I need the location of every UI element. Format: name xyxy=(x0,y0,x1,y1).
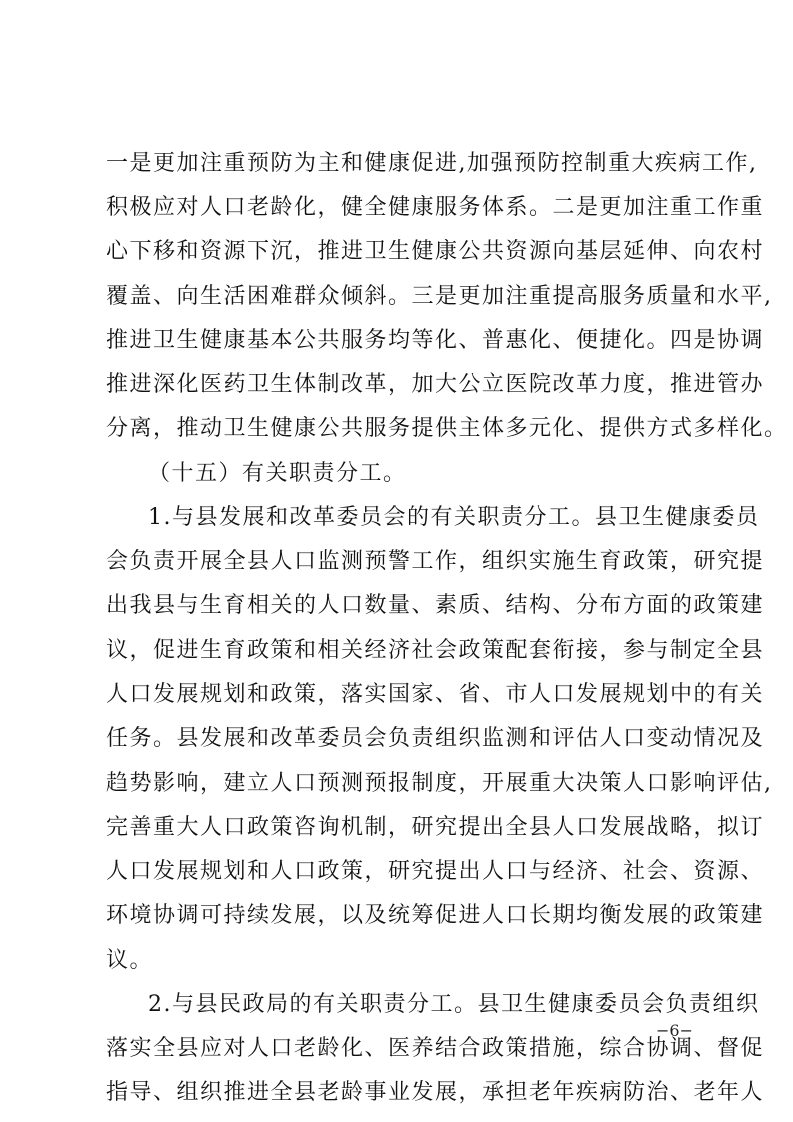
paragraph-1-line-3: 出我县与生育相关的人口数量、素质、结构、分布方面的政策建 xyxy=(106,593,765,618)
paragraph-1-line-4: 议，促进生育政策和相关经济社会政策配套衔接，参与制定全县 xyxy=(106,638,765,663)
paragraph-2-line-2: 落实全县应对人口老龄化、医养结合政策措施，综合协调、督促 xyxy=(106,1036,765,1061)
paragraph-1-line-9: 人口发展规划和人口政策，研究提出人口与经济、社会、资源、 xyxy=(106,859,765,884)
page-number: −6− xyxy=(656,1021,693,1040)
text-line-4: 覆盖、向生活困难群众倾斜。三是更加注重提高服务质量和水平, xyxy=(106,284,773,309)
text-line-6: 推进深化医药卫生体制改革，加大公立医院改革力度，推进管办 xyxy=(106,372,765,397)
paragraph-2-line-1: 2.与县民政局的有关职责分工。县卫生健康委员会负责组织 xyxy=(148,992,760,1017)
paragraph-1-line-1: 1.与县发展和改革委员会的有关职责分工。县卫生健康委员 xyxy=(148,505,760,530)
text-line-2: 积极应对人口老龄化，健全健康服务体系。二是更加注重工作重 xyxy=(106,195,765,220)
text-line-1: 一是更加注重预防为主和健康促进,加强预防控制重大疾病工作, xyxy=(106,151,758,176)
section-heading: （十五）有关职责分工。 xyxy=(148,461,407,486)
paragraph-2-line-3: 指导、组织推进全县老龄事业发展，承担老年疾病防治、老年人 xyxy=(106,1080,765,1105)
paragraph-1-line-8: 完善重大人口政策咨询机制，研究提出全县人口发展战略，拟订 xyxy=(106,815,765,840)
paragraph-1-line-2: 会负责开展全县人口监测预警工作，组织实施生育政策，研究提 xyxy=(106,549,765,574)
paragraph-1-line-10: 环境协调可持续发展，以及统筹促进人口长期均衡发展的政策建 xyxy=(106,903,765,928)
text-line-5: 推进卫生健康基本公共服务均等化、普惠化、便捷化。四是协调 xyxy=(106,328,765,353)
text-line-3: 心下移和资源下沉，推进卫生健康公共资源向基层延伸、向农村 xyxy=(106,239,765,264)
paragraph-1-line-6: 任务。县发展和改革委员会负责组织监测和评估人口变动情况及 xyxy=(106,726,765,751)
paragraph-1-line-11: 议。 xyxy=(106,948,154,973)
paragraph-1-line-7: 趋势影响，建立人口预测预报制度，开展重大决策人口影响评估, xyxy=(106,771,773,796)
paragraph-1-line-5: 人口发展规划和政策，落实国家、省、市人口发展规划中的有关 xyxy=(106,682,765,707)
text-line-7: 分离，推动卫生健康公共服务提供主体多元化、提供方式多样化。 xyxy=(106,416,788,441)
